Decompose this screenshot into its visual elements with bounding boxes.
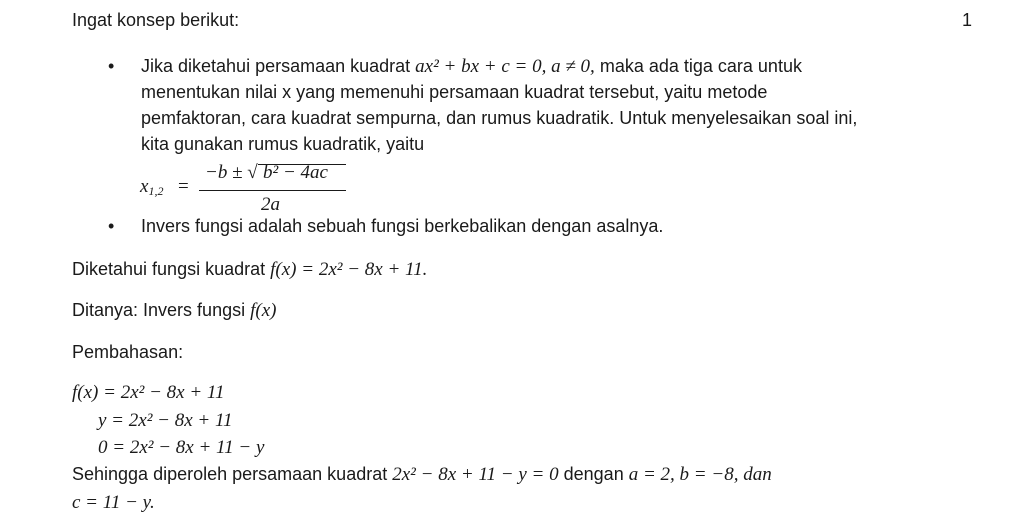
given-line bbox=[72, 259, 427, 281]
conclusion-line-1 bbox=[72, 464, 772, 486]
bullet-1-line-3: pemfaktoran, cara kuadrat sempurna, dan rumus kuadratik. Untuk menyelesaikan soal ini, bbox=[141, 108, 858, 128]
bullet-1-line-4: kita gunakan rumus kuadratik, yaitu bbox=[141, 134, 425, 154]
fraction-line bbox=[199, 190, 346, 191]
formula-lhs-subscript: 1,2 bbox=[148, 184, 164, 198]
formula-lhs: $x_{1,2}$ bbox=[140, 176, 164, 198]
formula-equals: = bbox=[178, 176, 189, 197]
bullet-1-line-2: menentukan nilai x yang memenuhi persamaan kuadrat tersebut, yaitu metode bbox=[141, 82, 768, 102]
conclusion-line-2: c = 11 − y. bbox=[72, 492, 155, 513]
discussion-label: Pembahasan: bbox=[72, 342, 184, 362]
given-equation: f(x) = 2x² − 8x + 11. bbox=[270, 259, 428, 280]
formula-numerator: −b ± √ bbox=[205, 162, 258, 183]
bullet-1-lead: Jika diketahui persamaan kuadrat bbox=[141, 56, 411, 76]
bullet-marker: • bbox=[108, 216, 115, 236]
conclusion-coefficients: a = 2, b = −8, dan bbox=[628, 464, 772, 485]
bullet-1-line-1 bbox=[141, 56, 802, 78]
section-title: Ingat konsep berikut: bbox=[72, 10, 240, 30]
bullet-2-text: Invers fungsi adalah sebuah fungsi berkebalikan dengan asalnya. bbox=[141, 216, 664, 236]
conclusion-equation: 2x² − 8x + 11 − y = 0 bbox=[392, 464, 559, 485]
formula-radicand: b² − 4ac bbox=[263, 162, 328, 183]
step-2: y = 2x² − 8x + 11 bbox=[98, 410, 233, 431]
bullet-marker: • bbox=[108, 56, 115, 76]
bullet-1-equation: ax² + bx + c = 0, a ≠ 0, bbox=[415, 56, 595, 77]
asked-equation: f(x) bbox=[250, 300, 277, 321]
conclusion-lead: Sehingga diperoleh persamaan kuadrat bbox=[72, 464, 388, 484]
formula-denominator: 2a bbox=[261, 194, 280, 215]
asked-line bbox=[72, 300, 276, 322]
given-label: Diketahui fungsi kuadrat bbox=[72, 259, 266, 279]
step-3: 0 = 2x² − 8x + 11 − y bbox=[98, 437, 265, 458]
step-1: f(x) = 2x² − 8x + 11 bbox=[72, 382, 225, 403]
page-number: 1 bbox=[962, 10, 973, 30]
asked-label: Ditanya: Invers fungsi bbox=[72, 300, 246, 320]
bullet-1-tail: maka ada tiga cara untuk bbox=[599, 56, 802, 76]
conclusion-mid: dengan bbox=[563, 464, 624, 484]
